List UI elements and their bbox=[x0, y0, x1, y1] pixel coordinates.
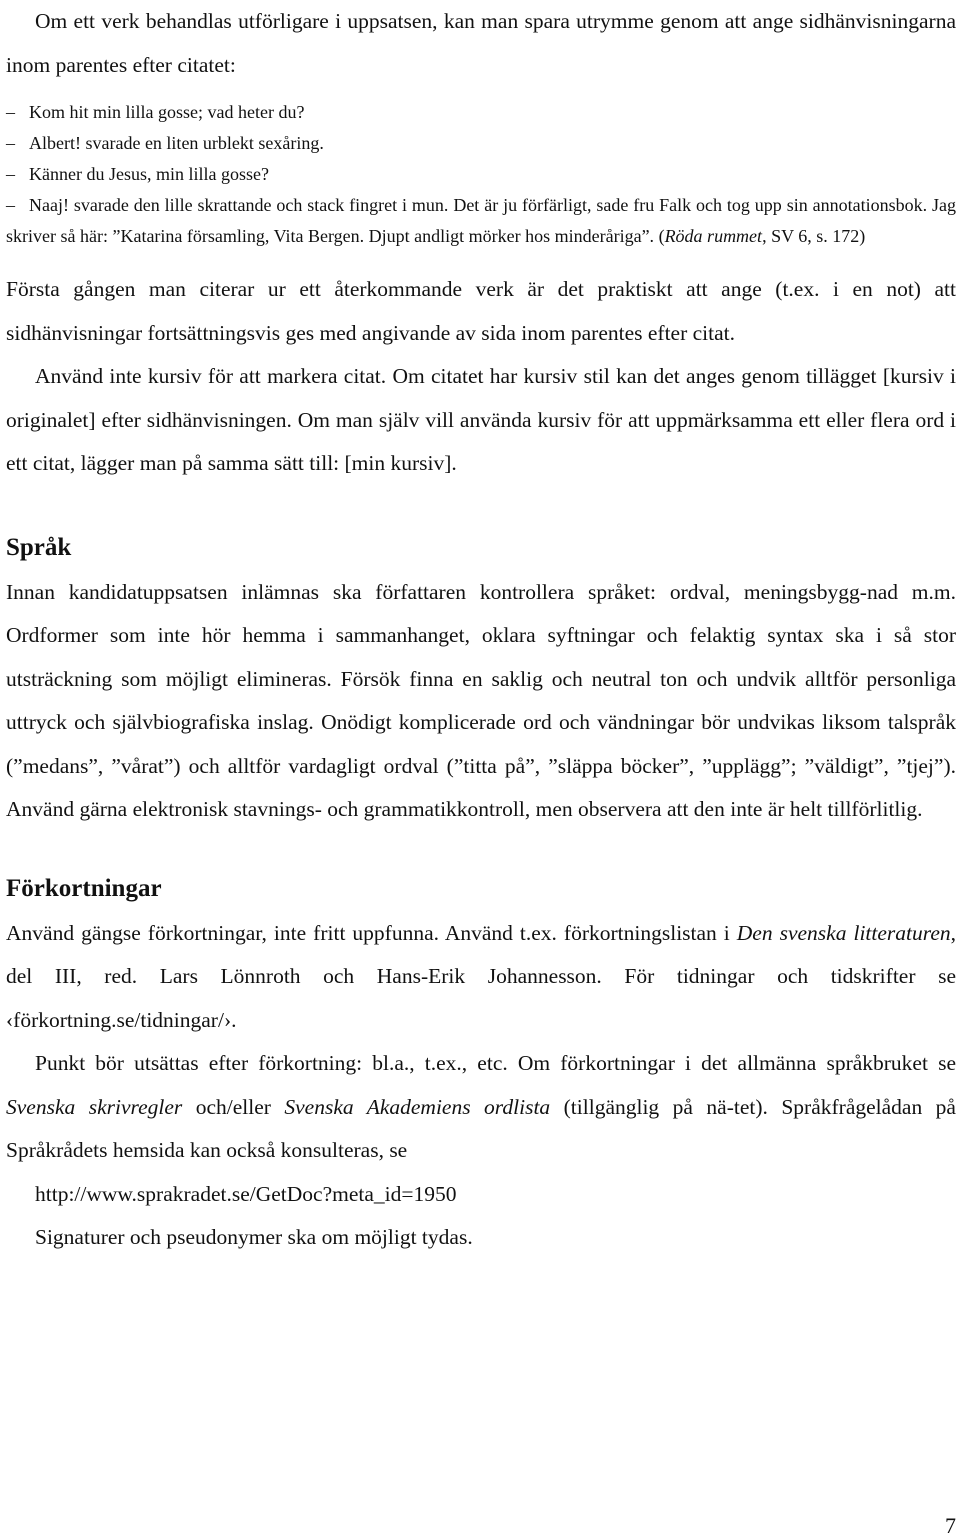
source-rest: , SV 6, s. 172) bbox=[762, 226, 866, 246]
dash: – bbox=[6, 102, 15, 122]
heading-sprak: Språk bbox=[6, 533, 72, 561]
paragraph-forkortningar-3: Signaturer och pseudonymer ska om möjligt tydas. bbox=[35, 1225, 473, 1249]
text: (tillgänglig på nä-tet). Språkfrågelådan på Språkrådets hemsida kan också konsulteras, se bbox=[6, 1094, 956, 1162]
source-open: ( bbox=[658, 226, 665, 246]
quote-line bbox=[6, 97, 956, 128]
text: , del III, red. Lars Lönnroth och Hans-Erik Johannesson. För tidningar och tidskrifter se ‹förkortning.se/tidningar/›. bbox=[6, 920, 956, 1032]
quote-text: Känner du Jesus, min lilla gosse? bbox=[29, 164, 269, 184]
intro-paragraph: Om ett verk behandlas utförligare i uppsatsen, kan man spara utrymme genom att ange sidhänvisningarna inom parentes efter citatet: bbox=[6, 9, 956, 77]
heading-forkortningar: Förkortningar bbox=[6, 874, 162, 902]
dash: – bbox=[6, 164, 15, 184]
paragraph: Första gången man citerar ur ett återkommande verk är det praktiskt att ange (t.ex. i en not) att sidhänvisningar fortsättningsvis ges med angivande av sida inom parentes efter citat. bbox=[6, 277, 956, 345]
text: och/eller bbox=[182, 1094, 285, 1119]
text: Använd gängse förkortningar, inte fritt uppfunna. Använd t.ex. förkortningslistan i bbox=[6, 920, 737, 945]
book-title: Den svenska litteraturen bbox=[736, 920, 951, 945]
source-title: Röda rummet bbox=[664, 226, 763, 246]
paragraph-sprak: Innan kandidatuppsatsen inlämnas ska författaren kontrollera språket: ordval, meningsbygg-nad m.m. Ordformer som inte hör hemma i sammanhanget, oklara syftningar och felaktig syntax ska i så stor utsträckning som möjligt elimineras. Försök finna en saklig och neutral ton och undvik alltför personliga uttryck och självbiografiska inslag. Onödigt komplicerade ord och vändningar bör undvikas liksom talspråk (”medans”, ”vårat”) och alltför vardagligt ordval (”titta på”, ”släppa böcker”, ”upplägg”; ”väldigt”, ”tjej”). Använd gärna elektronisk stavnings- och grammatikkontroll, men observera att den inte är helt tillförlitlig. bbox=[6, 579, 956, 821]
page-number: 7 bbox=[945, 1513, 956, 1538]
document-page bbox=[6, 0, 956, 1260]
text: Punkt bör utsättas efter förkortning: bl.a., t.ex., etc. Om förkortningar i det allmänna språkbruket se bbox=[35, 1051, 956, 1075]
url-line: http://www.sprakradet.se/GetDoc?meta_id=1950 bbox=[35, 1181, 457, 1206]
paragraph-forkortningar-1 bbox=[6, 912, 956, 1043]
quote-line bbox=[6, 190, 956, 252]
paragraph: Använd inte kursiv för att markera citat. Om citatet har kursiv stil kan det anges genom tillägget [kursiv i originalet] efter sidhänvisningen. Om man själv vill använda kursiv för att uppmärksamma ett eller flera ord i ett citat, lägger man på samma sätt till: [min kursiv]. bbox=[6, 364, 956, 475]
dash: – bbox=[6, 133, 15, 153]
quote-text: Albert! svarade en liten urblekt sexåring. bbox=[29, 133, 324, 153]
book-title: Svenska Akademiens ordlista bbox=[284, 1094, 551, 1119]
quote-line bbox=[6, 159, 956, 190]
quote-line bbox=[6, 128, 956, 159]
book-title: Svenska skrivregler bbox=[6, 1094, 183, 1119]
block-quote bbox=[6, 97, 956, 252]
quote-text: Naaj! svarade den lille skrattande och stack fingret i mun. Det är ju förfärligt, sade fru Falk och tog upp sin annotationsbok. Jag skriver så här: ”Katarina församling, Vita Bergen. Djupt andligt mörker hos minderåriga”. bbox=[6, 195, 956, 246]
quote-text: Kom hit min lilla gosse; vad heter du? bbox=[29, 102, 305, 122]
dash: – bbox=[6, 195, 15, 215]
paragraph-forkortningar-2 bbox=[6, 1042, 956, 1173]
